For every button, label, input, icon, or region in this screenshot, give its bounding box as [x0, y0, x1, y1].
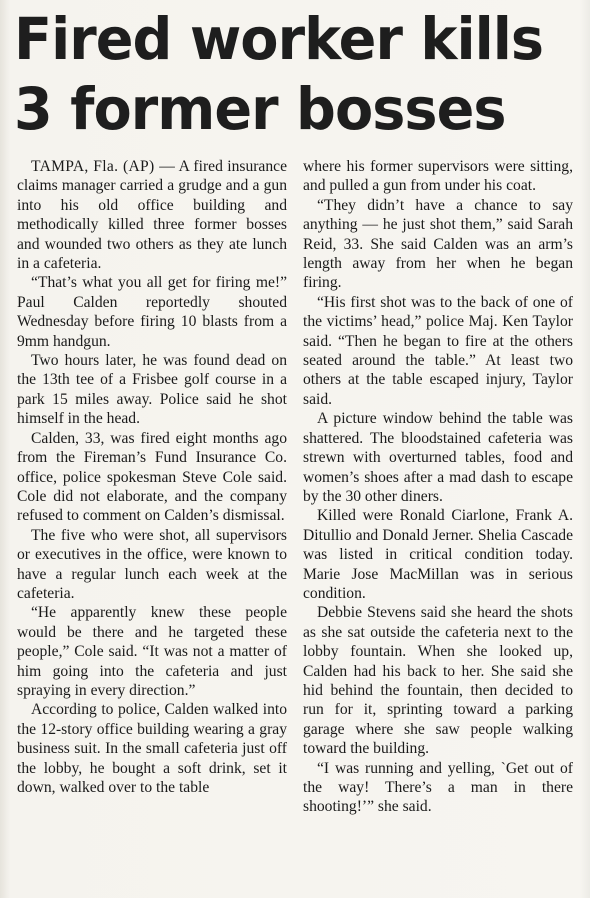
headline: [14, 4, 561, 144]
paragraph: According to police, Calden walked into the 12-story office building wearing a gray business suit. In the small cafeteria just off the lobby, he bought a soft drink, set it down, walked over to the table: [17, 701, 287, 796]
paragraph: The five who were shot, all supervisors or executives in the office, were known to have a regular lunch each week at the cafeteria.: [17, 526, 287, 602]
headline-line-2: 3 former bosses: [14, 75, 506, 143]
dateline: TAMPA, Fla. (AP) —: [31, 158, 176, 175]
paragraph: Debbie Stevens said she heard the shots as she sat outside the cafeteria next to the lobby fountain. When she looked up, Calden had his back to her. She said she hid behind the fountain, then decided to run for it, sprinting toward a parking garage where she saw people walking toward the building.: [303, 604, 573, 758]
right-column: [303, 157, 573, 817]
paragraph: A picture window behind the table was shattered. The bloodstained cafeteria was strewn with overturned tables, food and women’s shoes after a mad dash to escape by the 30 other diners.: [303, 410, 573, 505]
paragraph-continued: where his former supervisors were sitting, and pulled a gun from under his coat.: [303, 158, 573, 195]
left-column: [17, 157, 287, 797]
paragraph: Calden, 33, was fired eight months ago from the Fireman’s Fund Insurance Co. office, police spokesman Steve Cole said. Cole did not elaborate, and the company refused to comment on Calden’s dismissal.: [17, 429, 287, 525]
paragraph: Two hours later, he was found dead on the 13th tee of a Frisbee golf course in a park 15 miles away. Police said he shot himself in the head.: [17, 352, 287, 428]
paragraph: “He apparently knew these people would be there and he targeted these people,” Cole said. “It was not a matter of him going into the cafeteria and just spraying in every direction.”: [17, 604, 287, 699]
paragraph: “That’s what you all get for firing me!” Paul Calden reportedly shouted Wednesday before firing 10 blasts from a 9mm handgun.: [17, 274, 287, 350]
paragraph: “I was running and yelling, `Get out of the way! There’s a man in there shooting!’” she said.: [303, 759, 573, 816]
paragraph: [17, 157, 287, 273]
paragraph: Killed were Ronald Ciarlone, Frank A. Ditullio and Donald Jerner. Shelia Cascade was listed in critical condition today. Marie Jose MacMillan was in serious condition.: [303, 507, 573, 602]
paragraph-text: A fired insurance claims manager carried a grudge and a gun into his old office building and methodically killed three former bosses and wounded two others as they ate lunch in a cafeteria.: [17, 158, 287, 273]
paragraph: “They didn’t have a chance to say anything — he just shot them,” said Sarah Reid, 33. She said Calden was an arm’s length away from her when he began firing.: [303, 196, 573, 292]
headline-line-1: Fired worker kills: [14, 5, 544, 73]
paragraph: “His first shot was to the back of one of the victims’ head,” police Maj. Ken Taylor said. “Then he began to fire at the others seated around the table.” At least two others at the table escaped injury, Taylor said.: [303, 293, 573, 408]
